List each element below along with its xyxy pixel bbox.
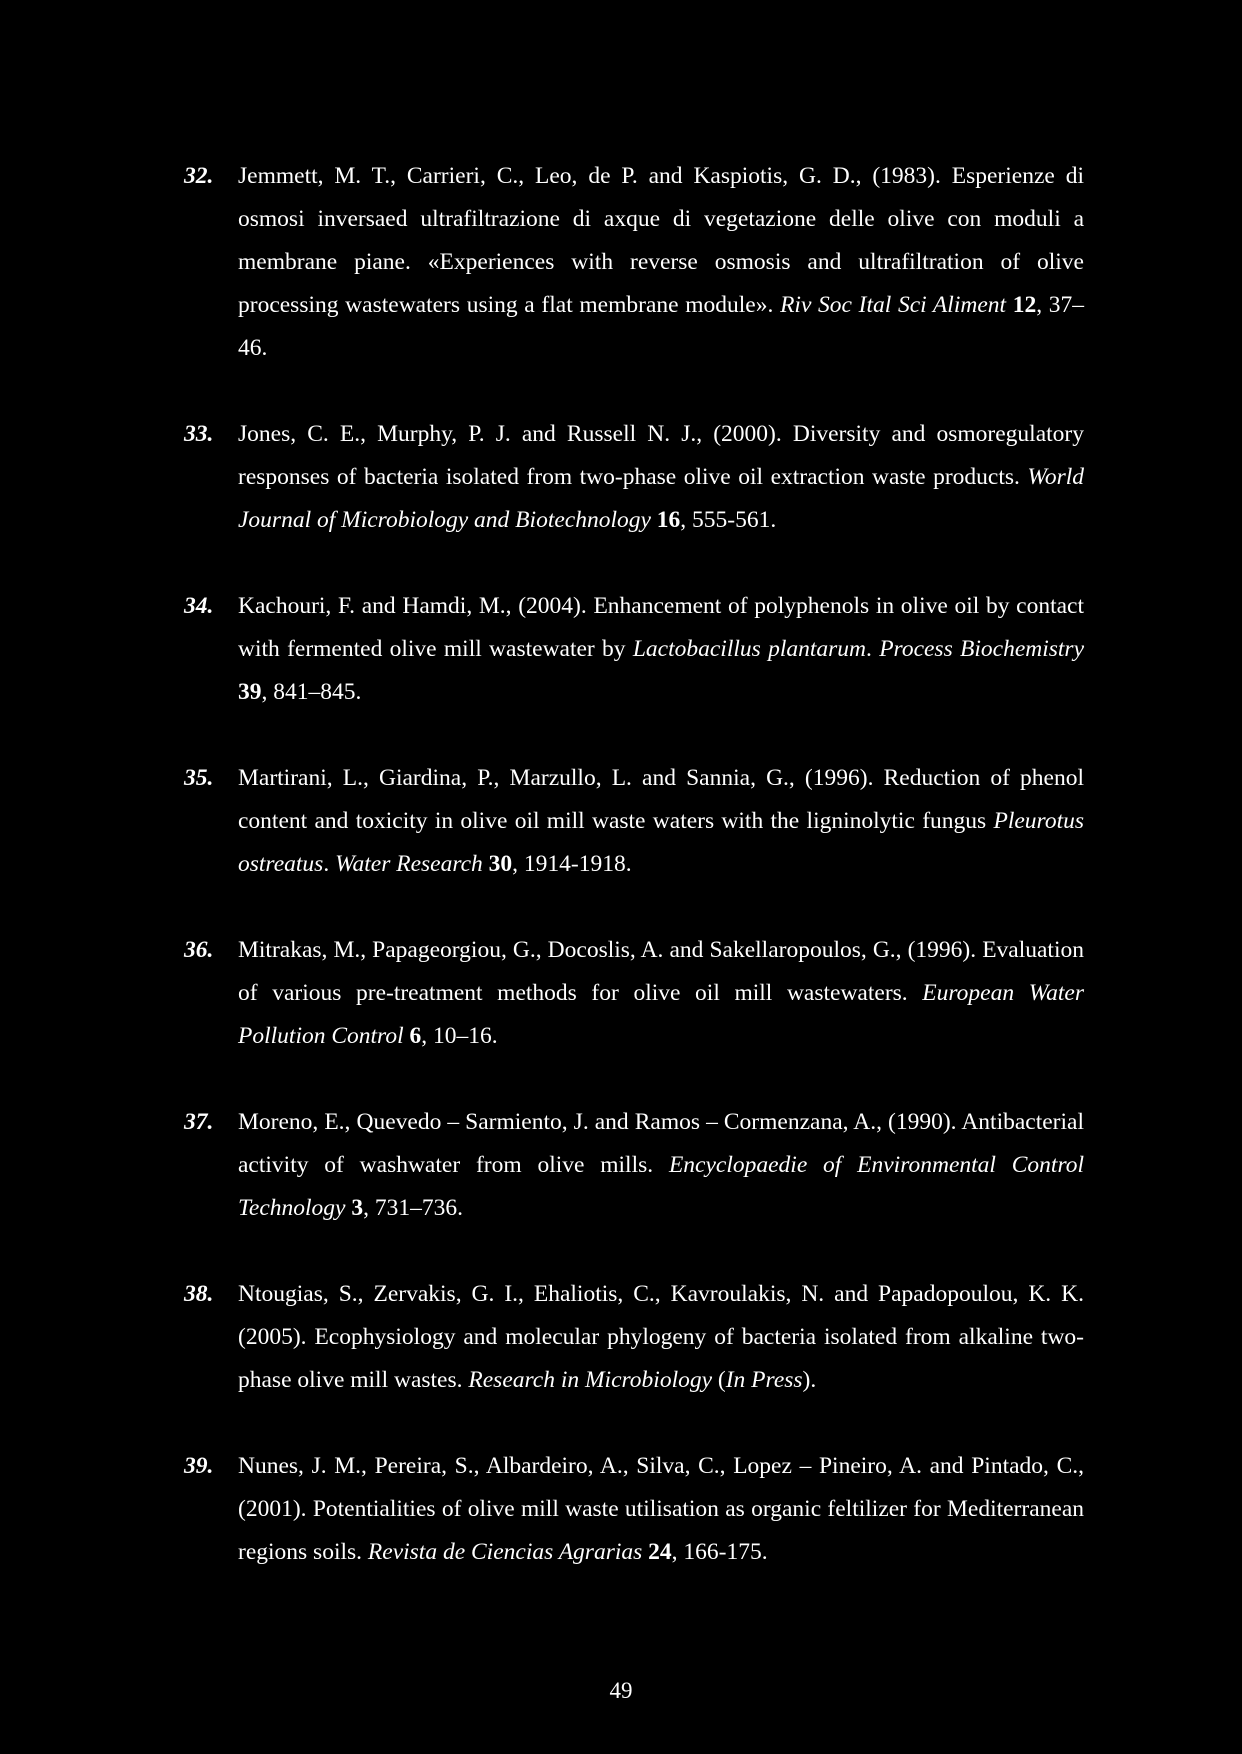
reference-title: Potentialities of olive mill waste utilisation as organic feltilizer for Mediterranean regions soils.	[238, 1496, 1084, 1565]
reference-authors: Jemmett, M. T., Carrieri, C., Leo, de P. and Kaspiotis, G. D., (1983).	[238, 163, 941, 189]
reference-list	[184, 155, 1084, 1617]
reference-journal: World Journal of Microbiology and Biotechnology	[238, 464, 1084, 533]
page-number: 49	[609, 1678, 633, 1703]
reference-number: 39.	[184, 1453, 214, 1479]
reference-journal: Encyclopaedie of Environmental Control Technology	[238, 1152, 1085, 1221]
reference-species: Pleurotus ostreatus	[238, 808, 1084, 877]
reference-number: 32.	[184, 163, 214, 189]
reference-32	[184, 155, 1084, 370]
reference-status-close: ).	[802, 1367, 817, 1393]
reference-33	[184, 413, 1084, 542]
reference-pages: , 555-561.	[680, 507, 777, 533]
reference-authors: Moreno, E., Quevedo – Sarmiento, J. and Ramos – Cormenzana, A., (1990).	[238, 1109, 957, 1135]
reference-39	[184, 1445, 1084, 1574]
reference-journal: Process Biochemistry	[879, 636, 1085, 662]
reference-status-open: (	[712, 1367, 726, 1393]
reference-journal: Riv Soc Ital Sci Aliment	[780, 292, 1007, 318]
reference-number: 36.	[184, 937, 214, 963]
reference-volume: 39	[238, 679, 262, 705]
reference-volume: 24	[648, 1539, 672, 1565]
reference-authors: Mitrakas, M., Papageorgiou, G., Docoslis, A. and Sakellaropoulos, G., (1996).	[238, 937, 977, 963]
reference-34	[184, 585, 1084, 714]
reference-36	[184, 929, 1084, 1058]
reference-number: 38.	[184, 1281, 214, 1307]
reference-title: Diversity and osmoregulatory responses of bacteria isolated from two-phase olive oil extraction waste products.	[238, 421, 1084, 490]
reference-species: Lactobacillus plantarum	[632, 636, 867, 662]
reference-volume: 12	[1012, 292, 1037, 318]
reference-number: 34.	[184, 593, 214, 619]
reference-journal: Revista de Ciencias Agrarias	[367, 1539, 643, 1565]
reference-volume: 6	[409, 1023, 422, 1049]
reference-volume: 16	[656, 507, 681, 533]
reference-pages: , 10–16.	[421, 1023, 498, 1049]
reference-pages: , 841–845.	[261, 679, 362, 705]
reference-title: Reduction of phenol content and toxicity in olive oil mill waste waters with the ligninolytic fungus	[238, 765, 1084, 834]
reference-status: In Press	[725, 1367, 803, 1393]
reference-title: Enhancement of polyphenols in olive oil by contact with fermented olive mill wastewater by	[238, 593, 1085, 662]
reference-pages: , 1914-1918.	[512, 851, 632, 877]
reference-authors: Martirani, L., Giardina, P., Marzullo, L. and Sannia, G., (1996).	[238, 765, 874, 791]
reference-37	[184, 1101, 1084, 1230]
reference-journal: European Water Pollution Control	[238, 980, 1084, 1049]
reference-title-end: .	[323, 851, 330, 877]
reference-number: 33.	[184, 421, 214, 447]
reference-journal: Research in Microbiology	[468, 1367, 713, 1393]
reference-number: 35.	[184, 765, 214, 791]
reference-title: Antibacterial activity of washwater from olive mills.	[238, 1109, 1084, 1178]
reference-title: Evaluation of various pre-treatment methods for olive oil mill wastewaters.	[238, 937, 1084, 1006]
reference-number: 37.	[184, 1109, 214, 1135]
reference-title: Ecophysiology and molecular phylogeny of bacteria isolated from alkaline two-phase olive mill wastes.	[238, 1324, 1084, 1393]
reference-35	[184, 757, 1084, 886]
reference-authors: Ntougias, S., Zervakis, G. I., Ehaliotis, C., Kavroulakis, N. and Papadopoulou, K. K. (2005).	[238, 1281, 1084, 1350]
reference-pages: , 166-175.	[671, 1539, 768, 1565]
reference-volume: 3	[351, 1195, 364, 1221]
reference-volume: 30	[488, 851, 513, 877]
reference-pages: , 37–46.	[238, 292, 1085, 361]
reference-journal: Water Research	[335, 851, 483, 877]
reference-38	[184, 1273, 1084, 1402]
reference-title: Esperienze di osmosi inversaed ultrafiltrazione di axque di vegetazione delle olive con moduli a membrane piane. «Experiences with reverse osmosis and ultrafiltration of olive processing wastewaters using a flat membrane module».	[238, 163, 1084, 318]
reference-authors: Nunes, J. M., Pereira, S., Albardeiro, A., Silva, C., Lopez – Pineiro, A. and Pintado, C., (2001).	[238, 1453, 1084, 1522]
reference-authors: Jones, C. E., Murphy, P. J. and Russell N. J., (2000).	[238, 421, 782, 447]
reference-authors: Kachouri, F. and Hamdi, M., (2004).	[238, 593, 587, 619]
reference-pages: , 731–736.	[363, 1195, 463, 1221]
reference-title-end: .	[866, 636, 872, 662]
